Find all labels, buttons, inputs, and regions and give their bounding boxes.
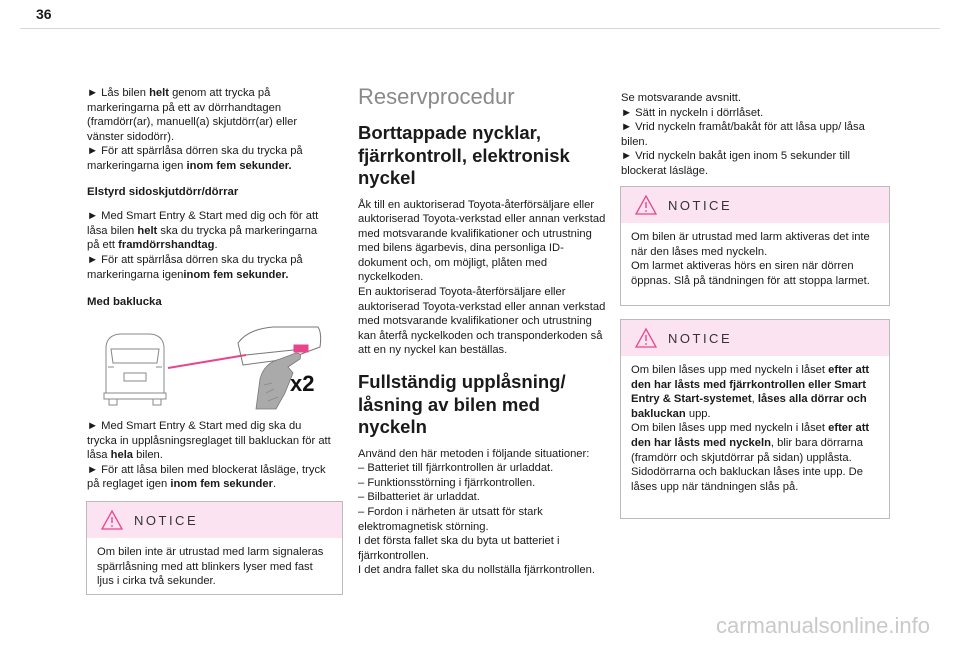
top-divider (20, 28, 940, 29)
page-number: 36 (36, 6, 52, 22)
notice-header (87, 502, 342, 538)
tailgate-image (98, 323, 323, 411)
bold-text: hela (110, 449, 134, 462)
warning-icon (635, 328, 657, 348)
full-unlock-text: Använd den här metoden i följande situationer: – Batteriet till fjärrkontrollen är urladdat. – Funktionsstörning i fjärrkontrollen. – Bilbatteriet är urladdat. – Fordon i närheten är utsatt för stark elektromagnetisk störning. I det första fallet ska du byta ut batteriet i fjärrkontrollen. I det andra fallet ska du nollställa fjärrkontrollen. (358, 447, 595, 577)
tailgate-instructions: ► Med Smart Entry & Start med dig ska du trycka in upplåsningsreglaget till bakluckan för att låsa hela bilen. ► För att låsa bilen med blockerat låsläge, tryck på reglaget igen inom fem sekunder. (87, 420, 331, 491)
notice-header (621, 320, 889, 356)
notice-body: Om bilen är utrustad med larm aktiveras det inte när den låses med nyckeln. Om larmet aktiveras hörs en siren när dörren öppnas. Slå på tändningen för att stoppa larmet. (631, 231, 870, 287)
bold-text: helt (137, 224, 158, 237)
warning-icon (101, 510, 123, 530)
heading-tailgate: Med baklucka (87, 296, 162, 309)
press-twice-label: x2 (290, 371, 315, 396)
column-1 (87, 86, 331, 310)
watermark: carmanualsonline.info (715, 613, 930, 638)
notice-title: NOTICE (668, 331, 733, 346)
heading-full-unlock: Fullständig upplåsning/ låsning av bilen med nyckeln (358, 371, 566, 438)
column-1-lower (87, 419, 331, 492)
van-rear-icon (104, 334, 166, 405)
section-title: Reservprocedur (358, 84, 515, 109)
bold-text: inom fem sekunder. (186, 159, 292, 172)
bold-text: framdörrshandtag (118, 239, 215, 252)
tailgate-illustration (98, 323, 323, 411)
sliding-door-instructions: ► Med Smart Entry & Start med dig och för att låsa bilen helt ska du trycka på markeringarna på ett framdörrshandtag. ► För att spärrlåsa dörren ska du trycka på markeringarna igeninom fem sekunder. (87, 210, 319, 281)
column-2 (358, 84, 610, 578)
notice-box-3 (620, 319, 890, 519)
warning-icon (635, 195, 657, 215)
bold-text: helt (149, 87, 169, 99)
notice-body: Om bilen inte är utrustad med larm signaleras spärrlåsning med att blinkers lyser med fast ljus i cirka två sekunder. (97, 546, 324, 588)
key-procedure: Se motsvarande avsnitt. ► Sätt in nyckeln i dörrlåset. ► Vrid nyckeln framåt/bakåt för att låsa upp/ låsa bilen. ► Vrid nyckeln bakåt igen inom 5 sekunder till blockerat lásläge. (621, 92, 865, 177)
bold-text: efter att den har låsts med nyckeln (631, 422, 870, 449)
notice-header (621, 187, 889, 223)
bold-text: inom fem sekunder. (183, 268, 289, 281)
bold-text: låses alla dörrar och bakluckan (631, 393, 867, 420)
notice-title: NOTICE (134, 513, 199, 528)
bold-text: inom fem sekunder (170, 478, 273, 491)
notice-title: NOTICE (668, 198, 733, 213)
heading-sliding-doors: Elstyrd sidoskjutdörr/dörrar (87, 185, 239, 198)
notice-box-2 (620, 186, 890, 306)
lost-keys-text: Åk till en auktoriserad Toyota-återförsäljare eller auktoriserad Toyota-verkstad eller annan verkstad med motsvarande kvalifikationer och utrustning med bilens ägarbevis, dina personliga ID-dokument och, om möjligt, plåten med nyckelkoden. En auktoriserad Toyota-återförsäljare eller auktoriserad Toyota-verkstad eller annan verkstad med motsvarande kvalifikationer och utrustning kan återfå nyckelkoden och transponderkoden så att en ny nyckel kan beställas. (358, 198, 606, 357)
heading-lost-keys: Borttappade nycklar, fjärrkontroll, elektronisk nyckel (358, 122, 570, 188)
notice-box-1 (86, 501, 343, 595)
bold-text: efter att den har låsts med fjärrkontrollen eller Smart Entry & Start-systemet (631, 364, 870, 406)
notice-body: Om bilen låses upp med nyckeln i låset efter att den har låsts med fjärrkontrollen eller Smart Entry & Start-systemet, låses alla dörrar och bakluckan upp. Om bilen låses upp med nyckeln i låset efter att den har låsts med nyckeln, blir bara dörrarna (framdörr och skjutdörrar på sidan) upplåsta. Sidodörrarna och bakluckan låses inte upp. De låses upp när tändningen slås på. (631, 364, 870, 493)
lock-instructions: ► Lås bilen helt genom att trycka på markeringarna på ett av dörrhandtagen (framdörr(ar), manuell(a) skjutdörr(ar) eller vänster sidodörr). ► För att spärrlåsa dörren ska du trycka på markeringarna igen inom fem sekunder. (87, 87, 303, 172)
column-3 (621, 91, 881, 179)
